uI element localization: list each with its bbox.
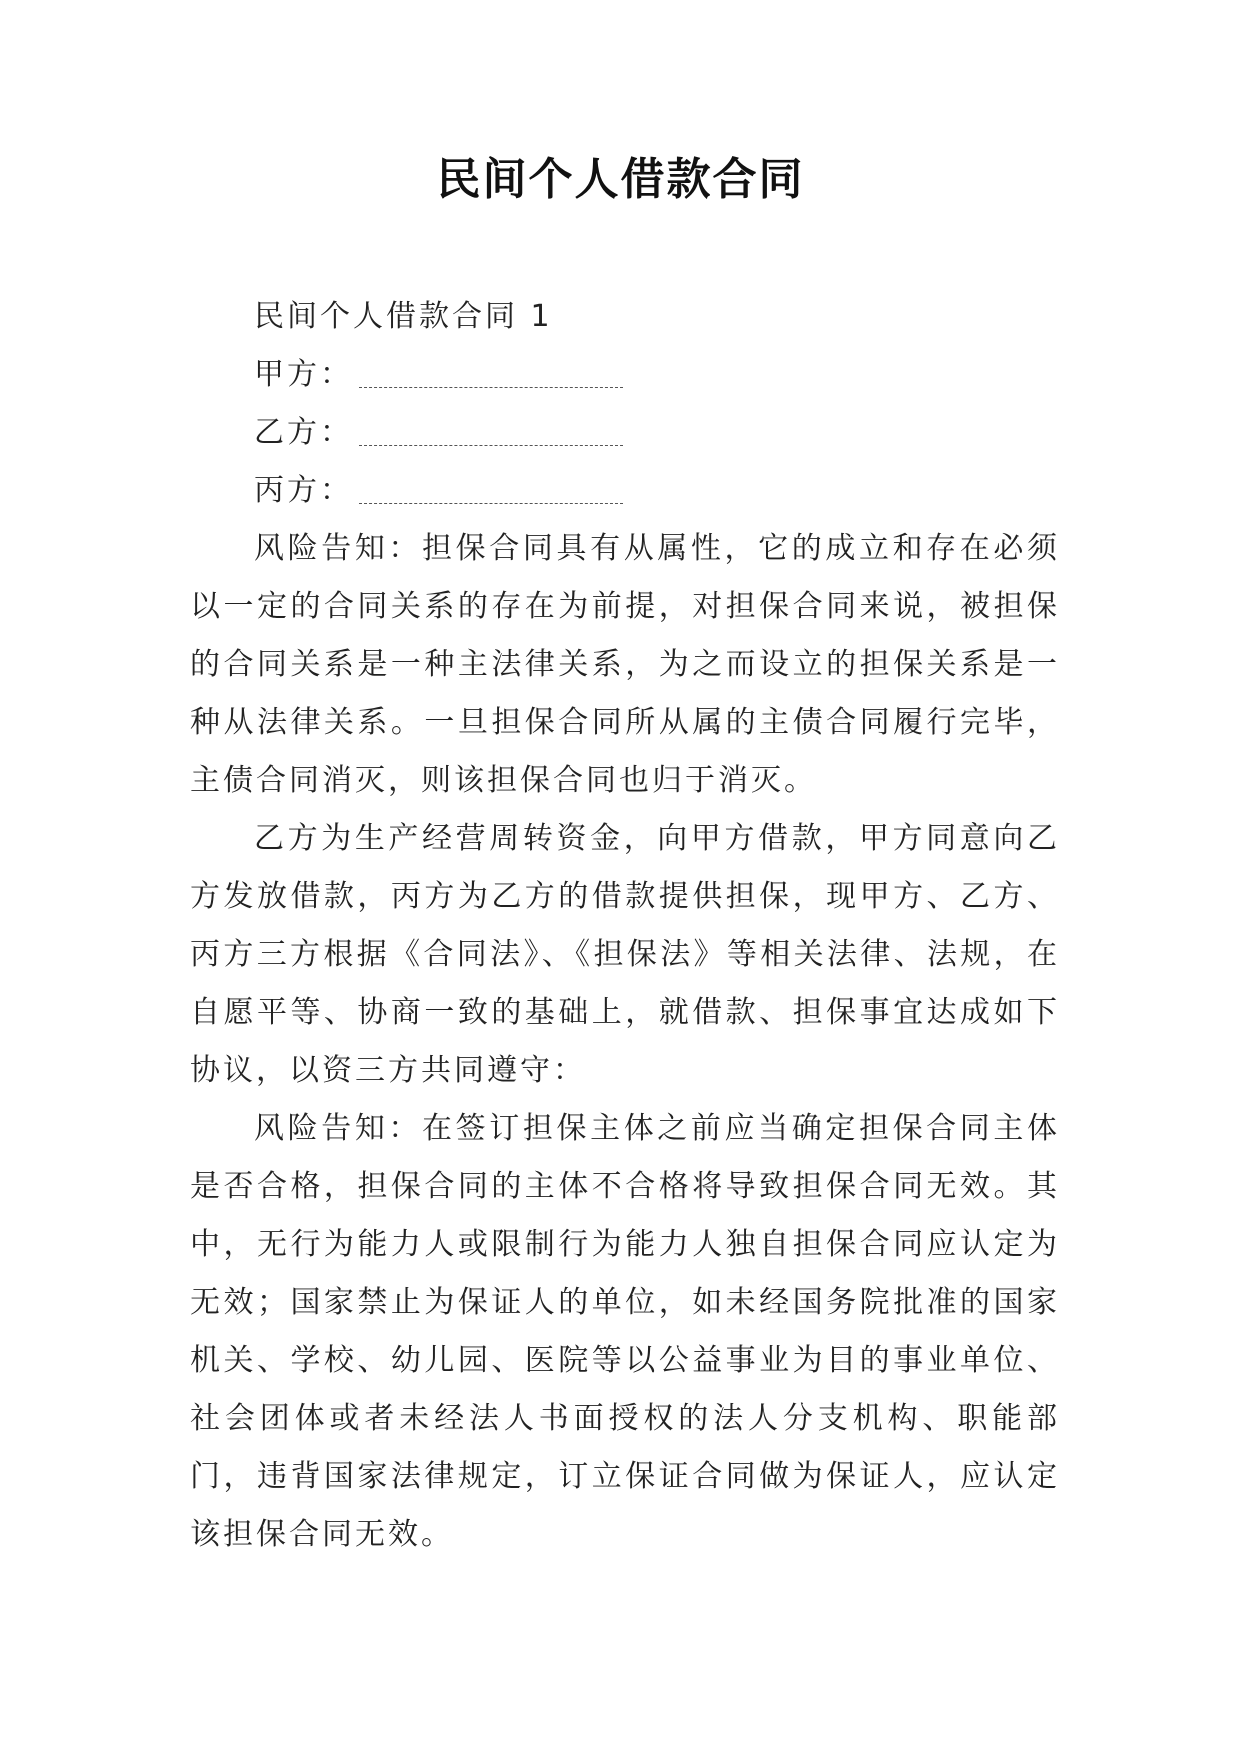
party-c-line xyxy=(190,462,1060,520)
document-body xyxy=(190,288,1060,1564)
party-b-label: 乙方： xyxy=(254,415,353,450)
party-c-blank xyxy=(359,473,623,504)
party-a-blank xyxy=(359,357,623,388)
contract-subtitle: 民间个人借款合同 1 xyxy=(254,299,553,334)
agreement-preamble-paragraph: 乙方为生产经营周转资金，向甲方借款，甲方同意向乙方发放借款，丙方为乙方的借款提供担保，现甲方、乙方、丙方三方根据《合同法》、《担保法》等相关法律、法规，在自愿平等、协商一致的基础上，就借款、担保事宜达成如下协议，以资三方共同遵守： xyxy=(190,821,1060,1088)
document-title: 民间个人借款合同 xyxy=(436,154,805,205)
party-b-line xyxy=(190,404,1060,462)
risk-notice-paragraph-2: 风险告知：在签订担保主体之前应当确定担保合同主体是否合格，担保合同的主体不合格将导致担保合同无效。其中，无行为能力人或限制行为能力人独自担保合同应认定为无效；国家禁止为保证人的单位，如未经国务院批准的国家机关、学校、幼儿园、医院等以公益事业为目的事业单位、社会团体或者未经法人书面授权的法人分支机构、职能部门，违背国家法律规定，订立保证合同做为保证人，应认定该担保合同无效。 xyxy=(190,1111,1060,1552)
party-b-blank xyxy=(359,415,623,446)
party-a-line xyxy=(190,346,1060,404)
risk-notice-paragraph-1: 风险告知：担保合同具有从属性，它的成立和存在必须以一定的合同关系的存在为前提，对担保合同来说，被担保的合同关系是一种主法律关系，为之而设立的担保关系是一种从法律关系。一旦担保合同所从属的主债合同履行完毕，主债合同消灭，则该担保合同也归于消灭。 xyxy=(190,531,1060,798)
party-c-label: 丙方： xyxy=(254,473,353,508)
party-a-label: 甲方： xyxy=(254,357,353,392)
